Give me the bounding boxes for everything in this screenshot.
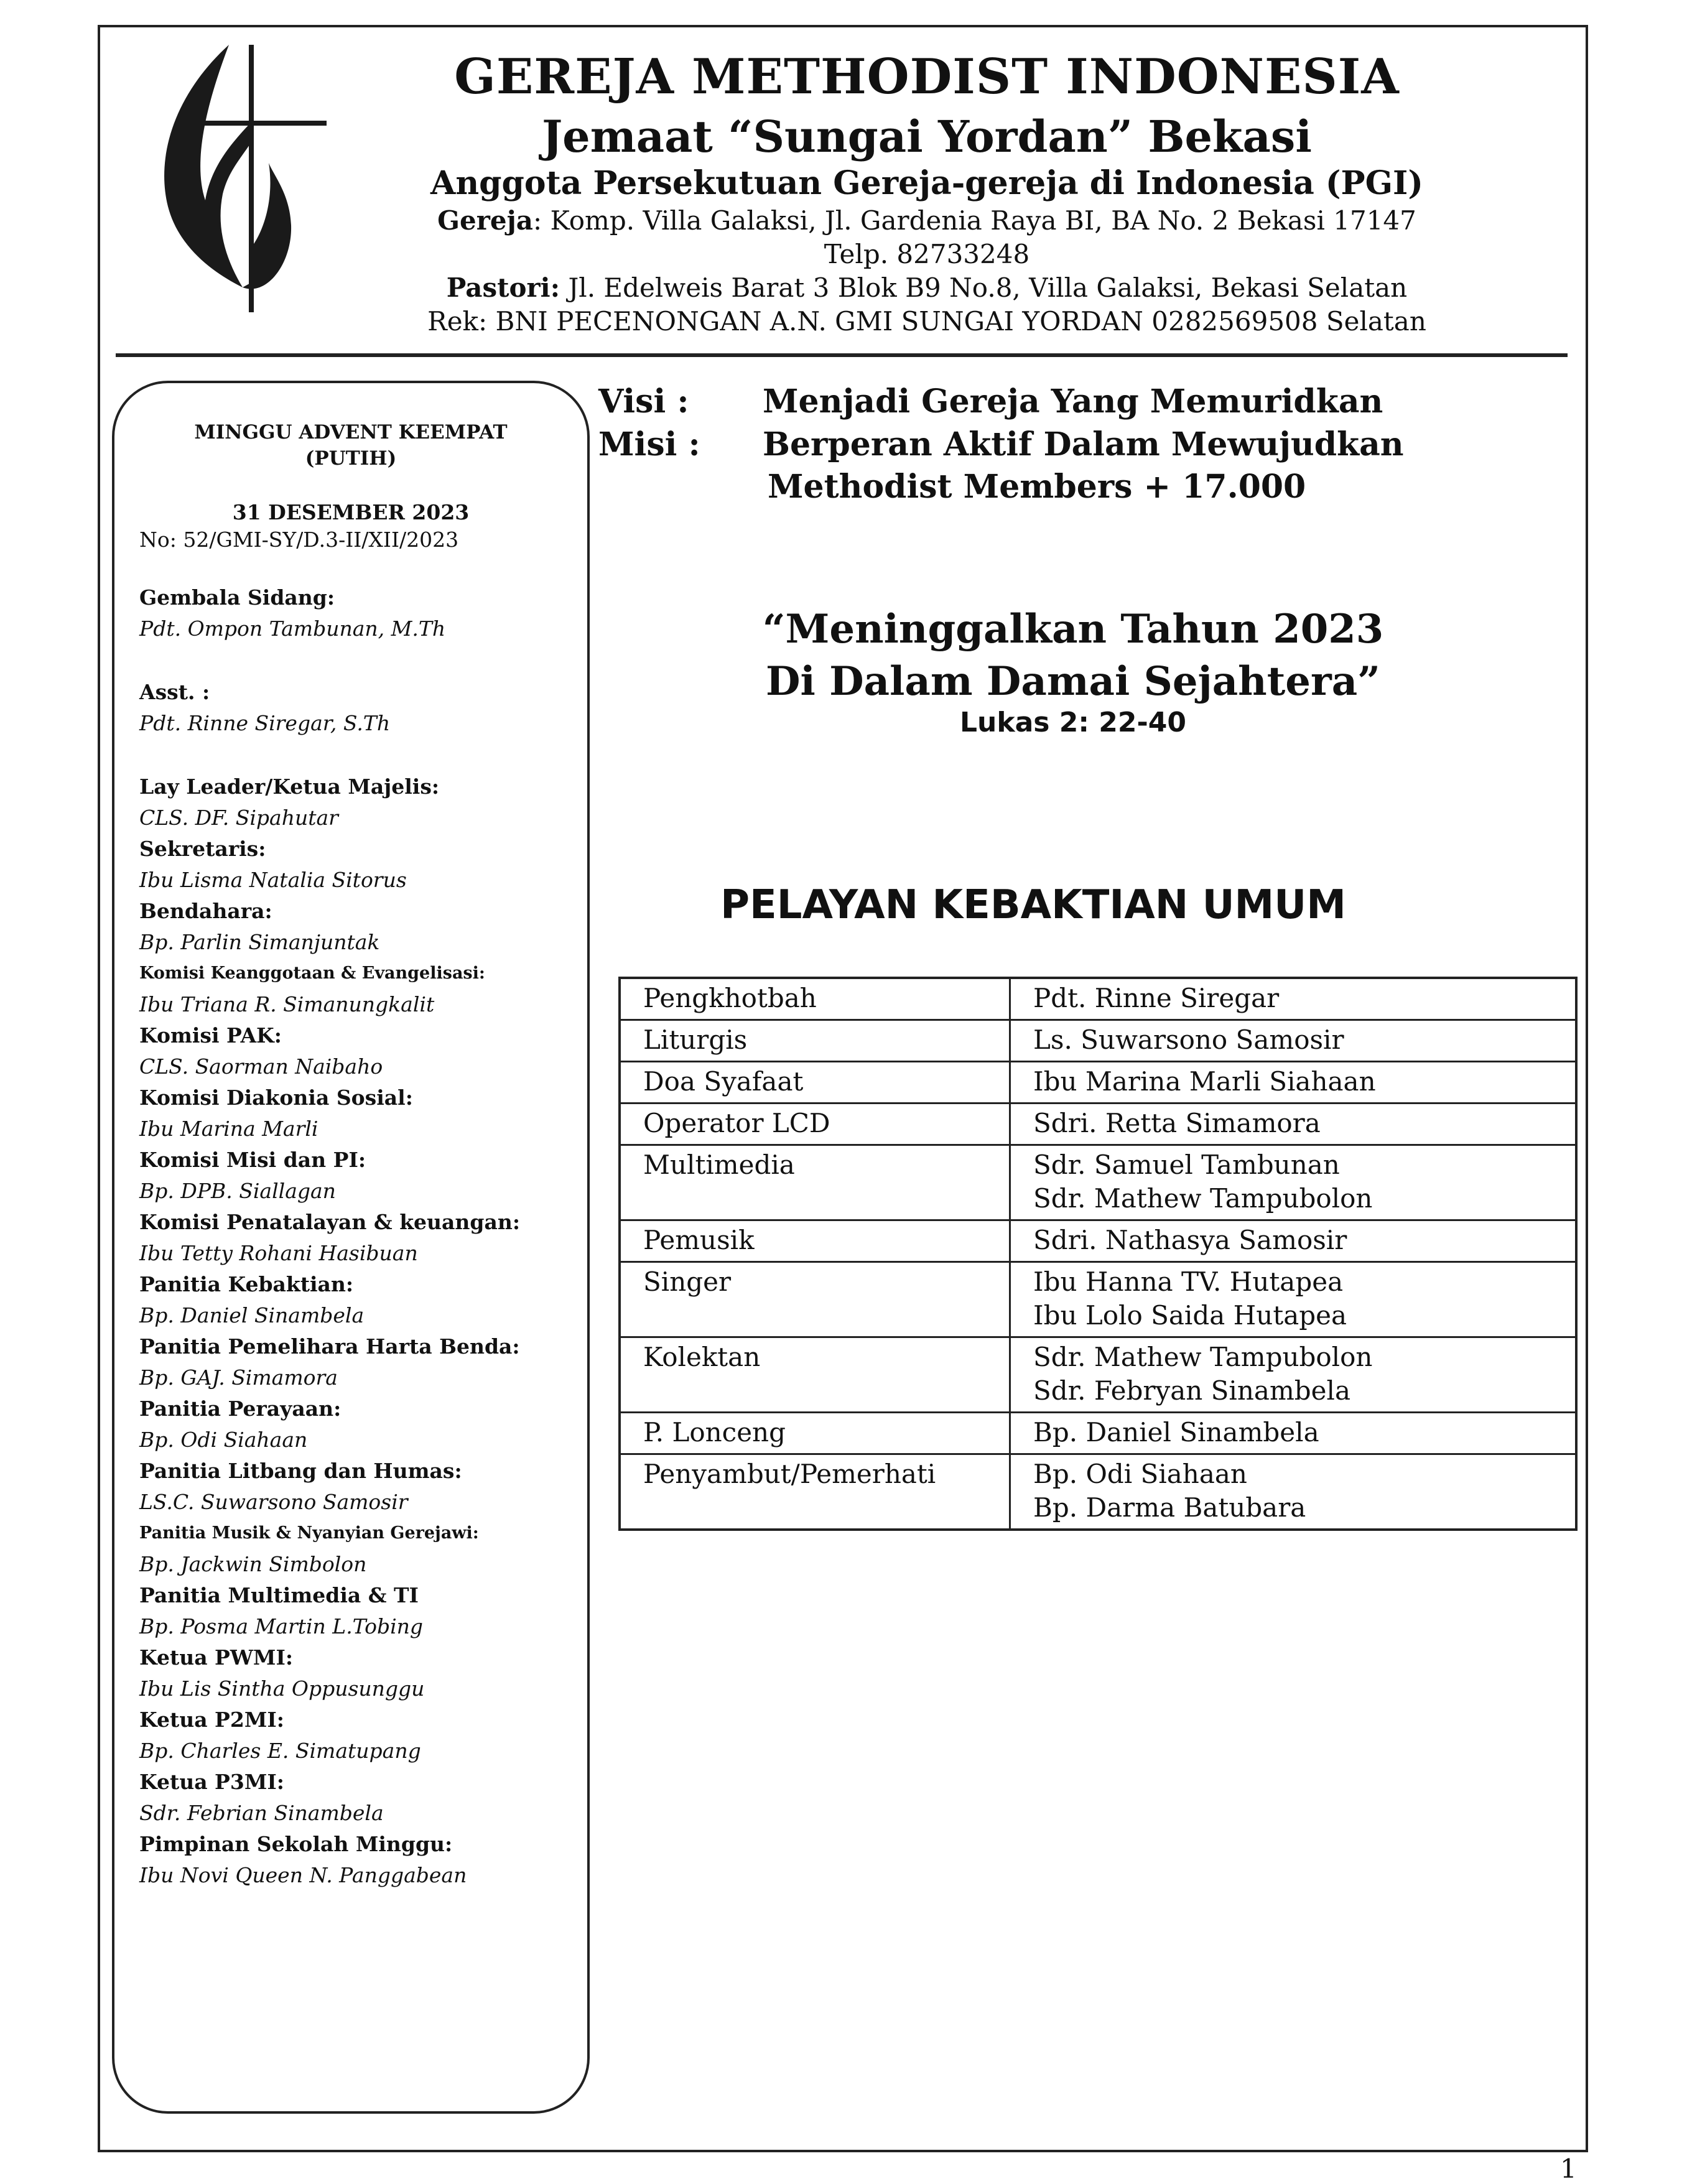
official-name: Bp. GAJ. Simamora xyxy=(139,1365,338,1390)
official-name: Ibu Novi Queen N. Panggabean xyxy=(139,1863,467,1887)
parsonage-address xyxy=(323,272,1530,303)
service-person: Sdri. Nathasya Samosir xyxy=(1033,1225,1347,1255)
service-names xyxy=(1010,1337,1577,1413)
service-person: Bp. Darma Batubara xyxy=(1033,1492,1306,1523)
parsonage-label: Pastori: xyxy=(446,272,560,303)
officials-list xyxy=(139,582,575,1891)
official-role: Komisi PAK: xyxy=(139,1023,282,1048)
service-section-title: PELAYAN KEBAKTIAN UMUM xyxy=(720,882,1346,928)
church-address xyxy=(323,205,1530,236)
church-address-label: Gereja xyxy=(437,205,533,236)
service-person: Ibu Hanna TV. Hutapea xyxy=(1033,1266,1344,1297)
table-row xyxy=(620,978,1576,1020)
page-number: 1 xyxy=(1560,2154,1577,2184)
service-role: Singer xyxy=(620,1262,1010,1337)
official-name: Bp. DPB. Siallagan xyxy=(139,1179,336,1203)
period-name: MINGGU ADVENT KEEMPAT xyxy=(194,421,508,444)
official-role: Komisi Penatalayan & keuangan: xyxy=(139,1210,521,1234)
table-row xyxy=(620,1020,1576,1062)
parsonage-text: Jl. Edelweis Barat 3 Blok B9 No.8, Villa Galaksi, Bekasi Selatan xyxy=(560,272,1408,303)
official-name: Ibu Lis Sintha Oppusunggu xyxy=(139,1676,425,1701)
official-name: Ibu Marina Marli xyxy=(139,1117,318,1141)
service-names xyxy=(1010,1020,1577,1062)
service-role: Kolektan xyxy=(620,1337,1010,1413)
official-name: CLS. Saorman Naibaho xyxy=(139,1054,383,1079)
official-name: Bp. Posma Martin L.Tobing xyxy=(139,1614,424,1638)
service-names xyxy=(1010,1145,1577,1220)
official-role: Panitia Litbang dan Humas: xyxy=(139,1459,462,1483)
official-role: Pimpinan Sekolah Minggu: xyxy=(139,1832,453,1856)
table-row xyxy=(620,1413,1576,1454)
mission-label: Misi : xyxy=(598,425,700,463)
service-person: Sdri. Retta Simamora xyxy=(1033,1108,1321,1138)
official-role: Lay Leader/Ketua Majelis: xyxy=(139,774,440,799)
table-row xyxy=(620,1337,1576,1413)
church-name: GEREJA METHODIST INDONESIA xyxy=(454,49,1400,105)
official-role: Ketua P3MI: xyxy=(139,1770,284,1794)
service-names xyxy=(1010,1220,1577,1262)
officials-sidebar xyxy=(112,381,590,2114)
official-role: Panitia Multimedia & TI xyxy=(139,1583,419,1607)
service-person: Sdr. Mathew Tampubolon xyxy=(1033,1183,1373,1214)
official-name: LS.C. Suwarsono Samosir xyxy=(139,1490,408,1514)
service-names xyxy=(1010,978,1577,1020)
vision-label: Visi : xyxy=(598,383,689,421)
official-role: Komisi Keanggotaan & Evangelisasi: xyxy=(139,964,485,983)
sermon-theme-line2: Di Dalam Damai Sejahtera” xyxy=(766,658,1380,705)
official-role: Bendahara: xyxy=(139,899,272,923)
bank-account: Rek: BNI PECENONGAN A.N. GMI SUNGAI YORDAN 0282569508 Selatan xyxy=(427,306,1426,337)
service-role: Multimedia xyxy=(620,1145,1010,1220)
period-color: (PUTIH) xyxy=(305,447,397,470)
bulletin-number: No: 52/GMI-SY/D.3-II/XII/2023 xyxy=(139,527,459,552)
table-row xyxy=(620,1145,1576,1220)
official-name: Ibu Lisma Natalia Sitorus xyxy=(139,868,407,892)
table-row xyxy=(620,1062,1576,1104)
official-name: Bp. Parlin Simanjuntak xyxy=(139,930,380,954)
mission-text-line2: Methodist Members + 17.000 xyxy=(768,468,1306,506)
service-person: Sdr. Febryan Sinambela xyxy=(1033,1375,1350,1406)
service-date: 31 DESEMBER 2023 xyxy=(232,500,470,524)
cross-and-flame-icon xyxy=(149,39,330,312)
official-role: Komisi Diakonia Sosial: xyxy=(139,1085,413,1110)
official-role: Panitia Kebaktian: xyxy=(139,1272,354,1296)
mission-text-line1: Berperan Aktif Dalam Mewujudkan xyxy=(763,425,1404,463)
official-name: Sdr. Febrian Sinambela xyxy=(139,1801,384,1825)
official-role: Ketua PWMI: xyxy=(139,1645,294,1670)
official-role: Komisi Misi dan PI: xyxy=(139,1148,366,1172)
official-role: Sekretaris: xyxy=(139,837,266,861)
official-name: Bp. Odi Siahaan xyxy=(139,1428,308,1452)
service-person: Ls. Suwarsono Samosir xyxy=(1033,1025,1344,1055)
service-names xyxy=(1010,1262,1577,1337)
official-name: Ibu Triana R. Simanungkalit xyxy=(139,992,435,1016)
phone-number: Telp. 82733248 xyxy=(824,239,1030,269)
service-role: Pengkhotbah xyxy=(620,978,1010,1020)
liturgical-period xyxy=(114,419,587,472)
official-role: Ketua P2MI: xyxy=(139,1708,284,1732)
service-names xyxy=(1010,1104,1577,1145)
official-name: Bp. Daniel Sinambela xyxy=(139,1303,365,1327)
official-name: Bp. Jackwin Simbolon xyxy=(139,1552,367,1576)
service-person: Pdt. Rinne Siregar xyxy=(1033,983,1280,1013)
service-person: Sdr. Mathew Tampubolon xyxy=(1033,1342,1373,1372)
service-names xyxy=(1010,1062,1577,1104)
service-roster-table xyxy=(618,977,1578,1531)
official-name: Pdt. Rinne Siregar, S.Th xyxy=(139,711,391,735)
service-person: Bp. Odi Siahaan xyxy=(1033,1459,1247,1489)
spacer xyxy=(139,739,575,771)
membership-line: Anggota Persekutuan Gereja-gereja di Indonesia (PGI) xyxy=(430,164,1423,202)
service-person: Ibu Marina Marli Siahaan xyxy=(1033,1066,1376,1097)
table-row xyxy=(620,1262,1576,1337)
official-role: Panitia Pemelihara Harta Benda: xyxy=(139,1334,520,1359)
table-row xyxy=(620,1104,1576,1145)
official-role: Gembala Sidang: xyxy=(139,585,335,610)
service-role: Liturgis xyxy=(620,1020,1010,1062)
sermon-theme-line1: “Meninggalkan Tahun 2023 xyxy=(762,606,1384,653)
official-name: CLS. DF. Sipahutar xyxy=(139,806,338,830)
church-address-text: : Komp. Villa Galaksi, Jl. Gardenia Raya BI, BA No. 2 Bekasi 17147 xyxy=(533,205,1416,236)
official-role: Asst. : xyxy=(139,680,210,704)
official-name: Ibu Tetty Rohani Hasibuan xyxy=(139,1241,418,1265)
service-person: Sdr. Samuel Tambunan xyxy=(1033,1150,1340,1180)
header-divider xyxy=(116,353,1568,357)
service-role: P. Lonceng xyxy=(620,1413,1010,1454)
service-role: Operator LCD xyxy=(620,1104,1010,1145)
scripture-reference: Lukas 2: 22-40 xyxy=(959,707,1187,738)
official-name: Pdt. Ompon Tambunan, M.Th xyxy=(139,616,446,641)
congregation-name: Jemaat “Sungai Yordan” Bekasi xyxy=(542,111,1312,162)
official-role: Panitia Musik & Nyanyian Gerejawi: xyxy=(139,1523,479,1543)
service-person: Bp. Daniel Sinambela xyxy=(1033,1417,1319,1447)
service-role: Penyambut/Pemerhati xyxy=(620,1454,1010,1530)
spacer xyxy=(139,644,575,677)
official-name: Bp. Charles E. Simatupang xyxy=(139,1739,421,1763)
official-role: Panitia Perayaan: xyxy=(139,1396,342,1421)
table-row xyxy=(620,1220,1576,1262)
service-person: Ibu Lolo Saida Hutapea xyxy=(1033,1300,1347,1331)
service-names xyxy=(1010,1454,1577,1530)
service-names xyxy=(1010,1413,1577,1454)
service-role: Pemusik xyxy=(620,1220,1010,1262)
vision-text: Menjadi Gereja Yang Memuridkan xyxy=(763,383,1383,421)
table-row xyxy=(620,1454,1576,1530)
service-role: Doa Syafaat xyxy=(620,1062,1010,1104)
